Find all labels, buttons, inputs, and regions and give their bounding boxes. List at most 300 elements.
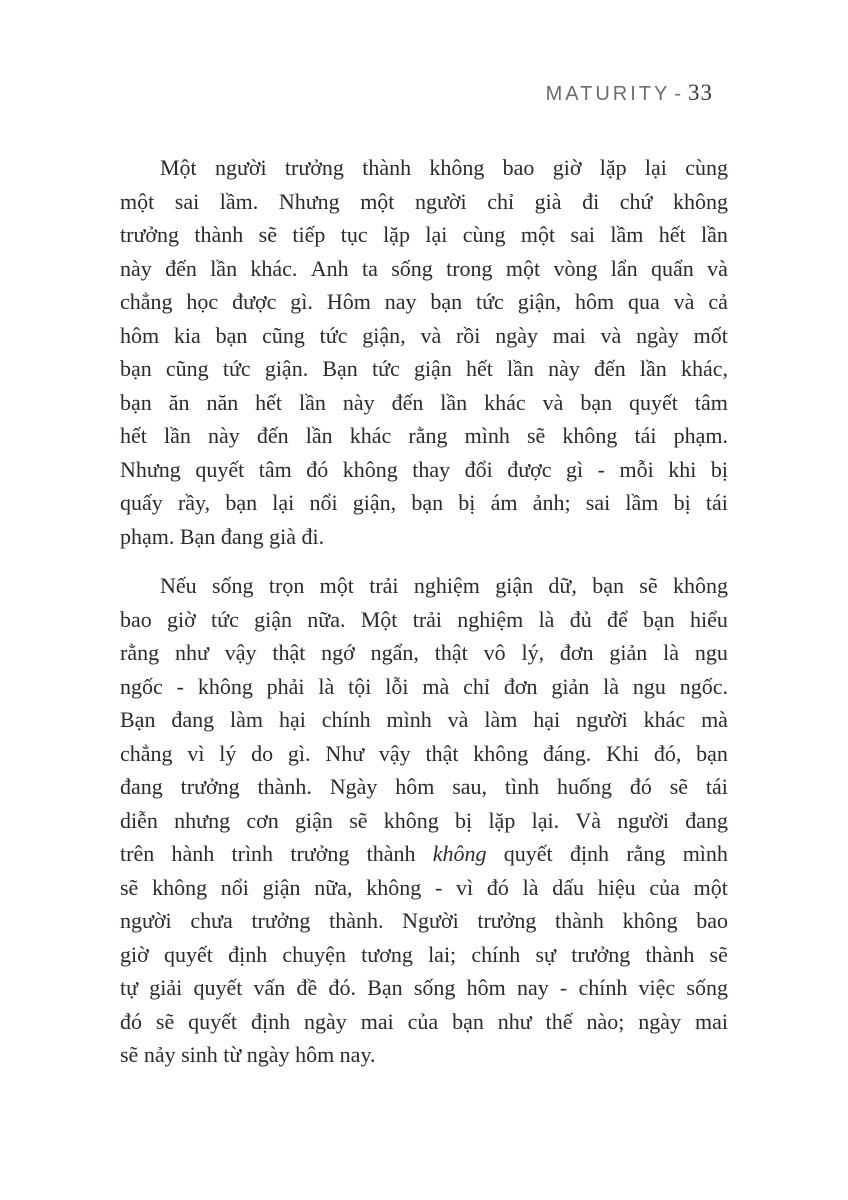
- word: là: [522, 874, 539, 900]
- word: tức: [371, 356, 400, 381]
- word: và: [673, 289, 695, 314]
- word: chính: [471, 941, 521, 967]
- word: sẽ: [120, 874, 139, 900]
- word: định: [228, 941, 268, 967]
- word: lần: [299, 389, 326, 415]
- word: khác: [643, 707, 686, 732]
- word: phạm.: [673, 423, 728, 448]
- word: sẽ: [155, 1008, 175, 1034]
- word: giận: [413, 356, 452, 381]
- word: giờ: [120, 941, 149, 967]
- word: lại.: [531, 807, 560, 833]
- word: đủ: [569, 606, 592, 632]
- word: đó: [120, 1008, 142, 1034]
- text-line: [120, 904, 728, 938]
- word: cũng: [165, 356, 209, 381]
- word: là: [318, 673, 335, 699]
- word: mỗi: [619, 456, 654, 482]
- word: thành: [194, 222, 244, 247]
- word: người: [576, 707, 628, 732]
- word: được: [232, 289, 277, 314]
- word: học: [186, 289, 219, 314]
- word: một: [520, 222, 556, 247]
- word: sống: [413, 975, 456, 1000]
- word: sau,: [452, 774, 488, 799]
- word: bị: [673, 490, 691, 515]
- word: lần: [701, 222, 728, 247]
- text-line: [120, 252, 728, 286]
- word: Bạn: [367, 975, 403, 1000]
- word: Bạn: [120, 707, 156, 732]
- word: tiếp: [292, 222, 326, 247]
- text-line: [120, 737, 728, 771]
- paragraph: [120, 151, 728, 553]
- word: ảnh;: [532, 490, 571, 515]
- word: ngu: [694, 640, 728, 665]
- word: của: [407, 1008, 439, 1034]
- word: hiệu: [597, 874, 636, 900]
- word: người: [617, 807, 669, 833]
- word: là: [663, 640, 680, 665]
- word: lầm: [625, 490, 659, 515]
- word: khác: [484, 389, 526, 415]
- word: đó: [306, 456, 329, 482]
- word: vậy: [224, 640, 257, 665]
- word: đơn: [559, 640, 594, 665]
- word: ngốc: [120, 673, 163, 699]
- word: hại: [278, 707, 306, 732]
- word: bạn: [430, 289, 463, 314]
- word: vì: [456, 874, 474, 900]
- word: không: [366, 874, 422, 900]
- word: thay: [412, 456, 451, 482]
- word: người: [214, 155, 267, 180]
- text-line: [120, 486, 728, 520]
- word: đến: [165, 255, 197, 281]
- word: đến: [391, 389, 424, 415]
- word: được: [507, 456, 552, 482]
- text-line: [120, 938, 728, 972]
- word: ngẩn,: [370, 640, 419, 665]
- text-line: [120, 837, 728, 871]
- word: khác: [349, 423, 392, 448]
- word: một: [693, 874, 728, 900]
- word: trải: [369, 573, 399, 598]
- text-line: [120, 569, 728, 603]
- word: ngu: [632, 673, 666, 699]
- word: ngày: [636, 322, 679, 348]
- word: ngốc.: [679, 673, 728, 699]
- word: bạn: [411, 490, 444, 515]
- word: lỗi: [385, 673, 409, 699]
- word: hôm: [120, 322, 160, 348]
- word: hôm: [575, 289, 615, 314]
- word: bị: [455, 807, 473, 833]
- word: đơn: [503, 673, 538, 699]
- word: tình: [504, 774, 540, 799]
- word: người: [414, 188, 467, 214]
- word: quyết: [629, 389, 678, 415]
- word: bạn: [643, 606, 675, 632]
- word: bạn: [452, 1008, 484, 1034]
- word: tái: [634, 423, 657, 448]
- word: trọn: [268, 573, 305, 598]
- word: đổi: [464, 456, 493, 482]
- word: năn: [206, 389, 239, 415]
- word: sai: [174, 188, 200, 214]
- word: tức: [319, 322, 348, 348]
- word: đang: [120, 774, 163, 799]
- word: quyết: [503, 841, 553, 866]
- word: giản: [551, 673, 590, 699]
- word: sẽ: [258, 222, 277, 247]
- word: Khi: [606, 740, 640, 766]
- word: đến: [594, 356, 626, 381]
- word: lại: [272, 490, 295, 515]
- word: chứ: [619, 188, 653, 214]
- text-line: [120, 1005, 728, 1039]
- word: thành: [555, 908, 604, 933]
- word: lầm: [610, 222, 644, 247]
- word: nữa,: [314, 874, 353, 900]
- word: mình: [682, 841, 728, 866]
- word: gì: [566, 456, 584, 482]
- word: giận,: [517, 289, 562, 314]
- word: này: [208, 423, 240, 448]
- word: lần: [305, 423, 333, 448]
- word: vậy: [378, 740, 411, 766]
- word: quyết: [193, 975, 243, 1000]
- word: cùng: [685, 155, 728, 180]
- word: định: [569, 841, 610, 866]
- word: khi: [668, 456, 697, 482]
- word: sẽ: [639, 573, 658, 598]
- word: đi: [582, 188, 600, 214]
- word: hại: [533, 707, 561, 732]
- word: trưởng: [571, 941, 631, 967]
- word: thành: [645, 941, 695, 967]
- word: mình: [386, 707, 432, 732]
- word: quyết: [188, 1008, 238, 1034]
- word: trưởng: [251, 908, 311, 933]
- word: không: [152, 874, 208, 900]
- word: nghiệm: [413, 573, 480, 598]
- word: không: [342, 456, 398, 482]
- word: mai: [552, 322, 586, 348]
- word: thật: [272, 640, 306, 665]
- word: chuyện: [282, 941, 346, 967]
- word: giận: [254, 606, 293, 632]
- word: tức: [211, 606, 239, 632]
- word: cả: [708, 289, 728, 314]
- word: lẩn: [610, 255, 638, 281]
- word: thành.: [257, 774, 312, 799]
- word: giận.: [264, 356, 309, 381]
- word: và: [707, 255, 728, 281]
- word: gì.: [287, 740, 311, 766]
- word: hết: [465, 356, 493, 381]
- word: lặp: [599, 155, 627, 180]
- word: vấn: [253, 975, 286, 1000]
- word: quyết: [195, 456, 245, 482]
- word: do: [251, 740, 274, 766]
- word: sai: [585, 490, 611, 515]
- text-line: [120, 971, 728, 1005]
- word: nào;: [586, 1008, 625, 1034]
- word: này: [120, 255, 152, 281]
- word: rồi: [455, 322, 481, 348]
- word: giờ: [167, 606, 196, 632]
- word: Một: [360, 606, 398, 632]
- word: bao: [696, 908, 728, 933]
- text-line: [120, 1038, 728, 1072]
- word: giờ: [552, 155, 582, 180]
- word: thành: [366, 841, 416, 866]
- text-line: [120, 603, 728, 637]
- word: phải: [266, 673, 305, 699]
- word: Một: [160, 155, 197, 180]
- word: trưởng: [120, 222, 179, 247]
- word: mốt: [693, 322, 728, 348]
- word: không: [473, 740, 529, 766]
- text-segment: sẽ nảy sinh từ ngày hôm nay.: [120, 1042, 376, 1067]
- word: bạn: [120, 356, 152, 381]
- word: tự: [120, 975, 139, 1000]
- word: Hôm: [326, 289, 371, 314]
- word: trưởng: [477, 908, 537, 933]
- word: không: [197, 673, 253, 699]
- word: lại: [644, 155, 667, 180]
- word: này: [342, 389, 375, 415]
- word: lai;: [428, 941, 457, 967]
- word: Người: [402, 908, 459, 933]
- word: sống: [391, 255, 433, 281]
- word: sẽ: [349, 807, 368, 833]
- word: sẽ: [709, 941, 728, 967]
- word: sai: [570, 222, 595, 247]
- word: nghiệm: [457, 606, 524, 632]
- text-line: [120, 453, 728, 487]
- word: lại: [425, 222, 448, 247]
- text-line: [120, 871, 728, 905]
- word: rầy,: [177, 490, 211, 515]
- word: lý: [219, 740, 237, 766]
- word: cũng: [262, 322, 305, 348]
- word: thật: [425, 740, 459, 766]
- text-line: [120, 703, 728, 737]
- word: đến: [256, 423, 289, 448]
- running-head-separator: -: [674, 83, 681, 105]
- word: trên: [120, 841, 155, 866]
- word: nay: [516, 975, 549, 1000]
- word: nổi: [309, 490, 338, 515]
- word: tâm: [694, 389, 728, 415]
- word: là: [603, 673, 619, 699]
- word: không: [383, 807, 439, 833]
- word: trải: [412, 606, 443, 632]
- paragraph: [120, 569, 728, 1072]
- word: tái: [705, 490, 728, 515]
- word: và: [447, 707, 469, 732]
- word: một: [360, 188, 395, 214]
- word: Anh: [310, 255, 349, 281]
- word: giận: [262, 874, 301, 900]
- text-line: [120, 419, 728, 453]
- word: người: [120, 908, 172, 933]
- word: đáng.: [543, 740, 592, 766]
- word: của: [649, 874, 680, 900]
- word: không: [622, 908, 678, 933]
- word: quấy: [120, 490, 163, 515]
- word: sẽ: [669, 774, 689, 799]
- word: bạn: [120, 389, 152, 415]
- word: vì: [187, 740, 205, 766]
- word: Nhưng: [278, 188, 340, 214]
- word: nổi: [220, 874, 249, 900]
- word: sự: [535, 941, 556, 967]
- word: không: [429, 155, 485, 180]
- word: định: [250, 1008, 291, 1034]
- word: -: [597, 456, 605, 482]
- word: Ngày: [329, 774, 378, 799]
- word: kia: [173, 322, 201, 348]
- word: giận: [295, 807, 333, 833]
- text-line: [120, 386, 728, 420]
- word: chính: [321, 707, 371, 732]
- word: ngày: [304, 1008, 347, 1034]
- word: vòng: [553, 255, 598, 281]
- word: lý,: [521, 640, 545, 665]
- word: bạn: [215, 322, 248, 348]
- word: bị: [458, 490, 476, 515]
- word: hành: [171, 841, 215, 866]
- word: già: [534, 188, 562, 214]
- word: tái: [705, 774, 728, 799]
- word: đó.: [328, 975, 356, 1000]
- word: thành.: [329, 908, 384, 933]
- word: hôm: [466, 975, 506, 1000]
- word: và: [600, 322, 622, 348]
- word: quyết: [163, 941, 213, 967]
- word: làm: [230, 707, 264, 732]
- word: diễn: [120, 807, 158, 833]
- word: Nhưng: [120, 456, 181, 482]
- word: -: [559, 975, 568, 1000]
- word: đó: [629, 774, 652, 799]
- text-line: [120, 319, 728, 353]
- word: mà: [422, 673, 450, 699]
- word: -: [434, 874, 443, 900]
- word: ngày: [495, 322, 538, 348]
- word: việc: [638, 975, 676, 1000]
- word: không: [672, 188, 728, 214]
- word: vô: [483, 640, 506, 665]
- word: như: [497, 1008, 532, 1034]
- word: cùng: [462, 222, 506, 247]
- word: -: [176, 673, 184, 699]
- word: lặp: [488, 807, 516, 833]
- word: bao: [120, 606, 152, 632]
- word: không: [562, 423, 618, 448]
- word: bạn: [225, 490, 258, 515]
- word: nữa.: [307, 606, 346, 632]
- word: Và: [575, 807, 602, 833]
- word: bạn: [580, 389, 613, 415]
- word: tục: [340, 222, 368, 247]
- word: bạn: [592, 573, 624, 598]
- word: và: [542, 389, 564, 415]
- text-line: [120, 770, 728, 804]
- word: lần: [210, 255, 238, 281]
- word: trong: [446, 255, 493, 281]
- word: thế: [545, 1008, 573, 1034]
- word: giận,: [352, 490, 397, 515]
- word: hết: [255, 389, 283, 415]
- word: khác.: [250, 255, 298, 281]
- text-line: [120, 520, 728, 554]
- word: ăn: [168, 389, 190, 415]
- word: tội: [348, 673, 372, 699]
- word: lần: [639, 356, 667, 381]
- word: giận: [495, 573, 534, 598]
- word: thật: [434, 640, 468, 665]
- word: rằng: [120, 640, 160, 665]
- word: tương: [361, 941, 413, 967]
- word: lầm.: [219, 188, 259, 214]
- word: hiểu: [690, 606, 728, 632]
- word: chẳng: [120, 740, 173, 766]
- word: một: [120, 188, 155, 214]
- text-line: [120, 218, 728, 252]
- text-line: [120, 670, 728, 704]
- word: mai: [694, 1008, 728, 1034]
- word: khác,: [680, 356, 728, 381]
- word: hết: [120, 423, 147, 448]
- word: chỉ: [487, 188, 515, 214]
- word: để: [606, 606, 628, 632]
- running-head-title: MATURITY: [545, 83, 671, 105]
- word: rằng: [408, 423, 448, 448]
- text-line: [120, 285, 728, 319]
- word: mình: [464, 423, 510, 448]
- word: thành: [362, 155, 412, 180]
- word: Như: [325, 740, 365, 766]
- word: dấu: [552, 874, 584, 900]
- word: tâm: [258, 456, 292, 482]
- word: rằng: [626, 841, 666, 866]
- text-line: [120, 185, 728, 219]
- word: đề: [296, 975, 318, 1000]
- emphasized-word: không: [432, 841, 487, 866]
- word: đang: [685, 807, 728, 833]
- word: hôm: [395, 774, 435, 799]
- word: lặp: [383, 222, 410, 247]
- word: làm: [484, 707, 518, 732]
- word: giận,: [362, 322, 406, 348]
- word: lần: [507, 356, 534, 381]
- word: Nếu: [160, 573, 197, 598]
- word: bị: [710, 456, 728, 482]
- word: ta: [361, 255, 378, 281]
- text-line: [120, 804, 728, 838]
- word: chính: [578, 975, 628, 1000]
- word: trưởng: [284, 155, 344, 180]
- page-body: [120, 151, 728, 1072]
- word: sống: [211, 573, 254, 598]
- word: hết: [658, 222, 686, 247]
- word: và: [420, 322, 442, 348]
- word: là: [538, 606, 555, 632]
